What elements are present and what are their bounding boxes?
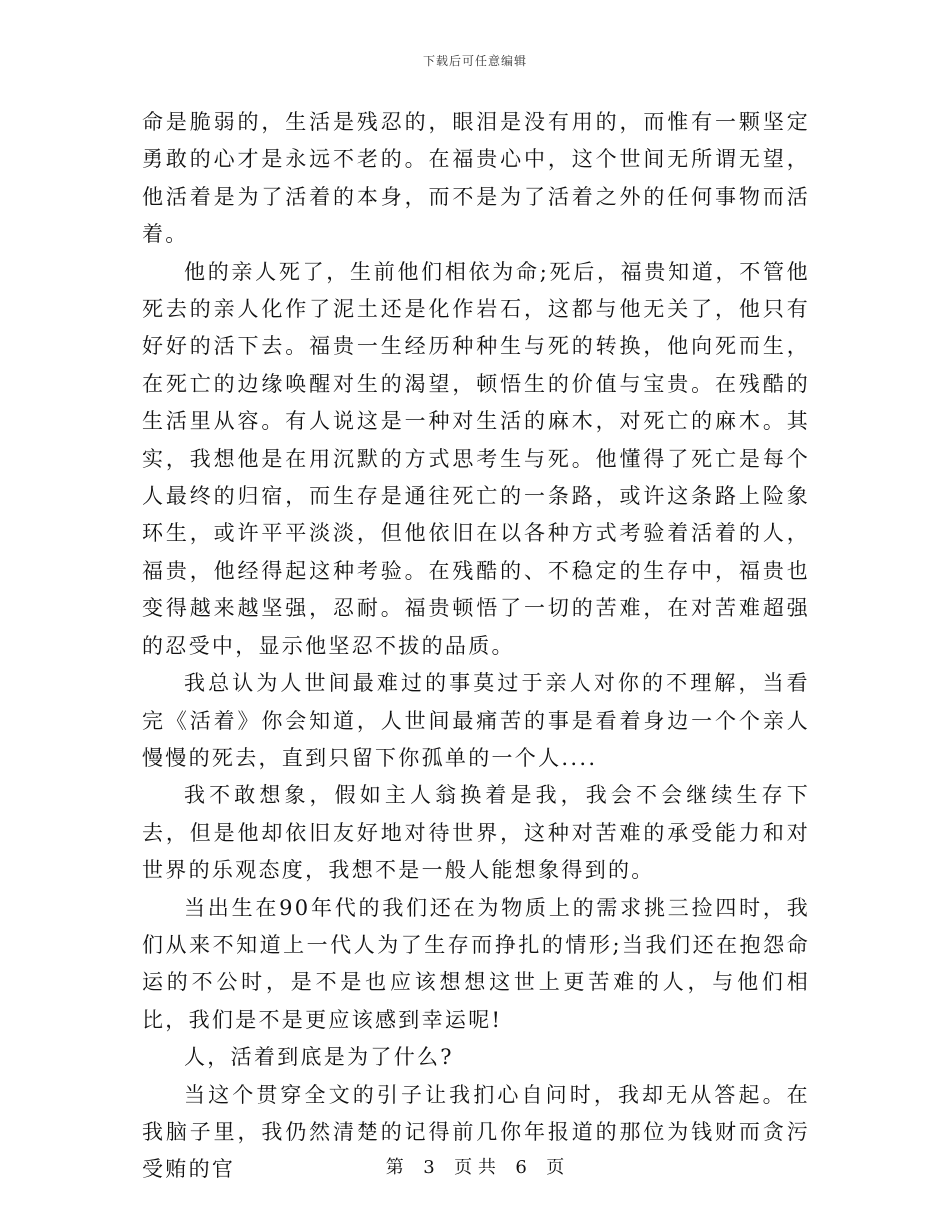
total-page-count: 6 — [515, 1157, 527, 1178]
document-body — [142, 104, 810, 1189]
paragraph-4: 我不敢想象，假如主人翁换着是我，我会不会继续生存下去，但是他却依旧友好地对待世界，这种对苦难的承受能力和对世界的乐观态度，我想不是一般人能想象得到的。 — [142, 783, 810, 883]
paragraph-6: 人，活着到底是为了什么? — [184, 1045, 454, 1070]
paragraph-7: 当这个贯穿全文的引子让我扪心自问时，我却无从答起。在我脑子里，我仍然清楚的记得前几你年报道的那位为钱财而贪污受贿的官 — [142, 1082, 810, 1182]
paragraph-3: 我总认为人世间最难过的事莫过于亲人对你的不理解，当看完《活着》你会知道，人世间最痛苦的事是看着身边一个个亲人慢慢的死去，直到只留下你孤单的一个人.... — [142, 671, 810, 770]
paragraph-2: 他的亲人死了，生前他们相依为命;死后，福贵知道，不管他死去的亲人化作了泥土还是化作岩石，这都与他无关了，他只有好好的活下去。福贵一生经历种种生与死的转换，他向死而生，在死亡的边缘唤醒对生的渴望，顿悟生的价值与宝贵。在残酷的生活里从容。有人说这是一种对生活的麻木，对死亡的麻木。其实，我想他是在用沉默的方式思考生与死。他懂得了死亡是每个人最终的归宿，而生存是通往死亡的一条路，或许这条路上险象环生，或许平平淡淡，但他依旧在以各种方式考验着活着的人，福贵，他经得起这种考验。在残酷的、不稳定的生存中，福贵也变得越来越坚强，忍耐。福贵顿悟了一切的苦难，在对苦难超强的忍受中，显示他坚忍不拔的品质。 — [142, 259, 810, 658]
paragraph-5: 当出生在90年代的我们还在为物质上的需求挑三捡四时，我们从来不知道上一代人为了生存而挣扎的情形;当我们还在抱怨命运的不公时，是不是也应该想想这世上更苦难的人，与他们相比，我们是不是更应该感到幸运呢! — [142, 895, 810, 1032]
current-page-number: 3 — [423, 1157, 435, 1178]
paragraph-1: 命是脆弱的，生活是残忍的，眼泪是没有用的，而惟有一颗坚定勇敢的心才是永远不老的。在福贵心中，这个世间无所谓无望，他活着是为了活着的本身，而不是为了活着之外的任何事物而活着。 — [142, 110, 810, 247]
footer-middle: 页 共 — [454, 1157, 496, 1178]
page-footer — [0, 1153, 950, 1179]
footer-prefix: 第 — [385, 1157, 404, 1178]
page-header: 下载后可任意编辑 — [422, 54, 527, 68]
footer-suffix: 页 — [546, 1157, 565, 1178]
